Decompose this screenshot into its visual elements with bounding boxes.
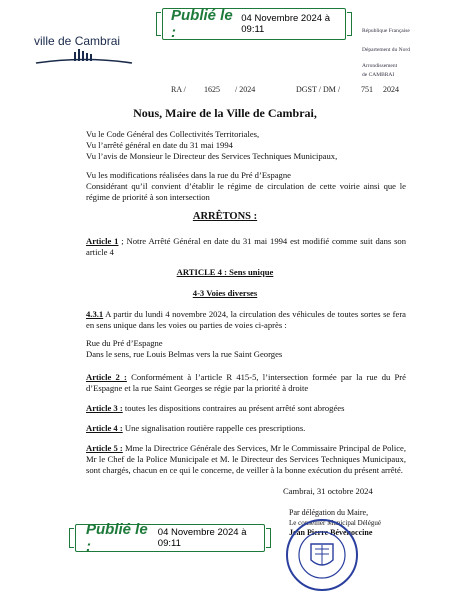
bracket-left xyxy=(69,528,74,548)
ref-year: / 2024 xyxy=(235,85,256,94)
vu-item: Vu l’avis de Monsieur le Directeur des Services Techniques Municipaux, xyxy=(86,151,338,161)
city-seal-icon xyxy=(285,518,359,592)
logo-skyline-icon xyxy=(34,48,134,66)
article-4-title: ARTICLE 4 : Sens unique xyxy=(176,267,274,277)
department-label: Département du Nord xyxy=(362,47,410,53)
signature-line-3: Jean Pierre Bévenoccine xyxy=(289,528,373,537)
publication-stamp-bottom xyxy=(75,521,265,555)
article-5 xyxy=(86,443,406,476)
place-date: Cambrai, 31 octobre 2024 xyxy=(283,486,373,496)
publication-stamp-top xyxy=(162,8,346,40)
signature-line-1: Par délégation du Maire, xyxy=(289,508,369,517)
article-1-text: ; Notre Arrêté Général en date du 31 mai 1994 est modifié comme suit dans son article 4 xyxy=(86,236,407,257)
street-name: Rue du Pré d’Espagne xyxy=(86,338,163,348)
republic-label: République Française xyxy=(362,28,410,34)
vu-list xyxy=(86,129,406,162)
article-4-3-1-text: A partir du lundi 4 novembre 2024, la circulation des véhicules de toutes sortes se fera en sens unique dans les voies ou parties de voies ci-après : xyxy=(86,309,406,330)
ref-ra: RA / xyxy=(171,85,186,94)
street-direction: Dans le sens, rue Louis Belmas vers la rue Saint Georges xyxy=(86,349,283,359)
bracket-right xyxy=(266,528,271,548)
arretons-heading: ARRÊTONS : xyxy=(192,211,258,222)
ref-dgst: DGST / DM / xyxy=(296,85,341,94)
published-label: Publié le : xyxy=(86,521,148,555)
article-2-label: Article 2 : xyxy=(86,372,127,382)
article-1 xyxy=(86,236,406,258)
article-4-label: Article 4 : xyxy=(86,423,123,433)
vu-modifications: Vu les modifications réalisées dans la rue du Pré d’Espagne xyxy=(86,170,291,180)
bracket-left xyxy=(156,12,161,36)
ref-ra-number: 1625 xyxy=(204,85,220,94)
article-3-text: toutes les dispositions contraires au présent arrêté sont abrogées xyxy=(122,403,345,413)
article-1-label: Article 1 xyxy=(86,236,119,246)
article-2 xyxy=(86,372,406,394)
article-4 xyxy=(86,423,406,434)
article-4-3-1-label: 4.3.1 xyxy=(86,309,104,319)
considerant xyxy=(86,181,406,203)
logo-text: ville de Cambrai xyxy=(34,34,121,48)
article-4-text: Une signalisation routière rappelle ces prescriptions. xyxy=(122,423,306,433)
ref-dgst-number: 751 xyxy=(361,85,373,94)
signature-line-2: Le conseiller Municipal Délégué xyxy=(289,519,381,527)
arrondissement-label: Arrondissement xyxy=(362,63,398,69)
bracket-right xyxy=(347,12,352,36)
article-5-label: Article 5 : xyxy=(86,443,123,453)
published-label: Publié le : xyxy=(171,7,233,41)
voies-title: 4-3 Voies diverses xyxy=(192,288,258,298)
article-4-3-1 xyxy=(86,309,406,331)
published-date: 04 Novembre 2024 à 09:11 xyxy=(241,13,330,35)
arrondissement-name: de CAMBRAI xyxy=(362,72,395,78)
page-title: Nous, Maire de la Ville de Cambrai, xyxy=(133,106,317,120)
ref-dgst-year: 2024 xyxy=(383,85,399,94)
vu-item: Vu le Code Général des Collectivités Territoriales, xyxy=(86,129,260,139)
article-2-text: Conformément à l’article R 415-5, l’intersection formée par la rue du Pré d’Espagne et la rue Saint Georges se régie par la priorité à droite xyxy=(86,372,406,393)
considerant-text: Considérant qu’il convient d’établir le régime de circulation de cette voirie ainsi que le régime de priorité à son intersection xyxy=(86,181,406,202)
article-3-label: Article 3 : xyxy=(86,403,123,413)
article-3 xyxy=(86,403,406,414)
city-logo xyxy=(34,34,144,71)
article-5-text: Mme la Directrice Générale des Services, Mr le Commissaire Principal de Police, Mr le Chef de la Police Municipale et M. le Directeur des Services Techniques Municipaux, sont chargés, chacun en ce qui le concerne, de veiller à la bonne exécution du présent arrêté. xyxy=(86,443,406,475)
vu-item: Vu l’arrêté général en date du 31 mai 1994 xyxy=(86,140,233,150)
published-date: 04 Novembre 2024 à 09:11 xyxy=(157,527,247,549)
